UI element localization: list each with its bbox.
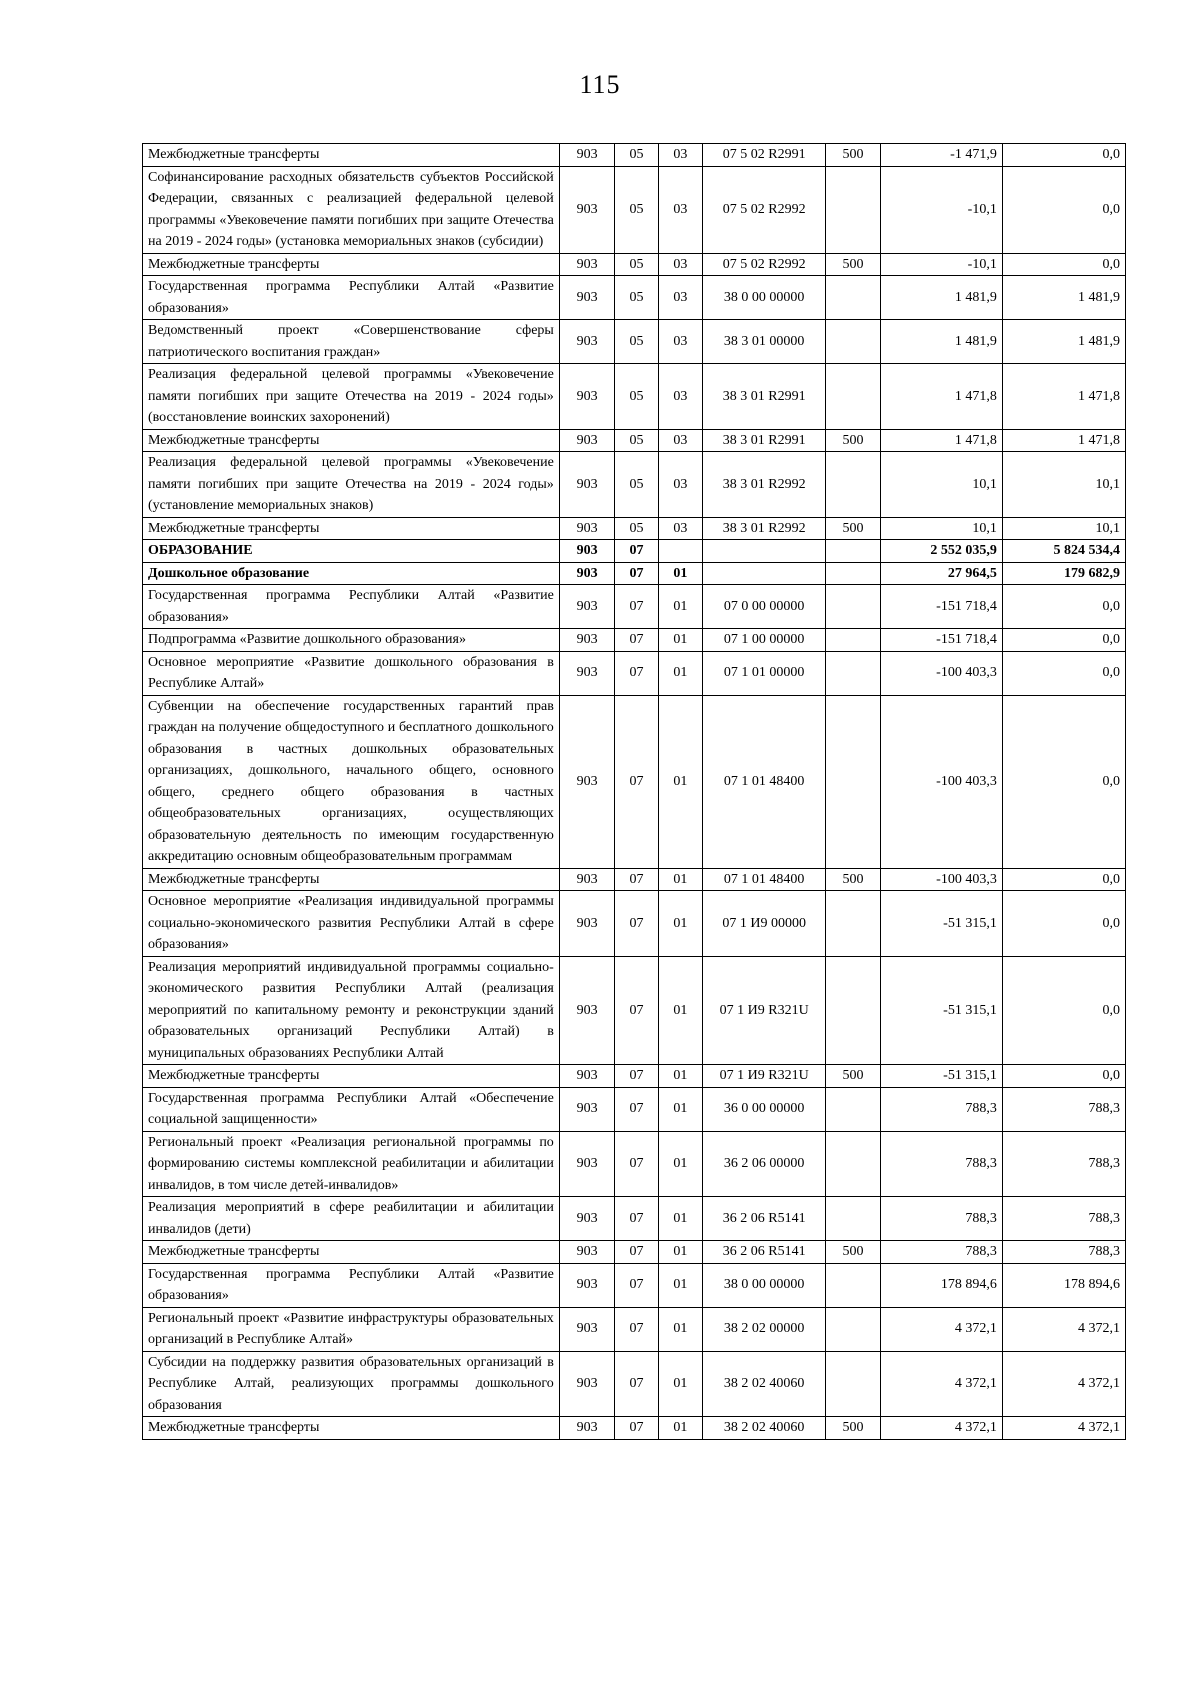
target-article-code: 38 3 01 R2992 [703,452,826,518]
section-code: 07 [615,1351,658,1417]
section-code: 07 [615,891,658,957]
grbs-code: 903 [559,364,615,430]
target-article-code: 38 3 01 R2991 [703,364,826,430]
amount-year-2: 10,1 [1002,452,1125,518]
target-article-code: 38 0 00 00000 [703,276,826,320]
amount-year-1: 27 964,5 [880,562,1002,585]
row-name: Софинансирование расходных обязательств субъектов Российской Федерации, связанных с реализацией федеральной целевой программы «Увековечение памяти погибших при защите Отечества на 2019 - 2024 годы» (установка мемориальных знаков (субсидии) [143,166,560,253]
target-article-code: 38 2 02 40060 [703,1417,826,1440]
subsection-code: 01 [658,1087,702,1131]
grbs-code: 903 [559,1351,615,1417]
grbs-code: 903 [559,585,615,629]
grbs-code: 903 [559,1065,615,1088]
amount-year-2: 1 481,9 [1002,276,1125,320]
row-name: Государственная программа Республики Алтай «Развитие образования» [143,276,560,320]
amount-year-2: 0,0 [1002,585,1125,629]
row-name: Реализация федеральной целевой программы «Увековечение памяти погибших при защите Отечества на 2019 - 2024 годы» (восстановление воинских захоронений) [143,364,560,430]
expense-type-code [826,651,880,695]
amount-year-2: 0,0 [1002,891,1125,957]
target-article-code: 07 1 01 00000 [703,651,826,695]
amount-year-1: 1 471,8 [880,429,1002,452]
grbs-code: 903 [559,868,615,891]
target-article-code: 36 2 06 R5141 [703,1197,826,1241]
row-name: Межбюджетные трансферты [143,517,560,540]
section-code: 07 [615,1417,658,1440]
grbs-code: 903 [559,891,615,957]
table-row [143,517,1126,540]
table-row [143,1197,1126,1241]
target-article-code: 07 5 02 R2992 [703,253,826,276]
expense-type-code: 500 [826,1241,880,1264]
subsection-code: 01 [658,1241,702,1264]
row-name: Основное мероприятие «Развитие дошкольного образования в Республике Алтай» [143,651,560,695]
table-row [143,452,1126,518]
section-code: 07 [615,1307,658,1351]
subsection-code: 01 [658,868,702,891]
amount-year-1: -151 718,4 [880,629,1002,652]
amount-year-1: 1 481,9 [880,320,1002,364]
table-row [143,320,1126,364]
grbs-code: 903 [559,1087,615,1131]
grbs-code: 903 [559,452,615,518]
amount-year-1: 1 481,9 [880,276,1002,320]
row-name: Государственная программа Республики Алтай «Развитие образования» [143,585,560,629]
amount-year-1: -51 315,1 [880,1065,1002,1088]
subsection-code: 01 [658,1351,702,1417]
table-row [143,891,1126,957]
amount-year-2: 4 372,1 [1002,1417,1125,1440]
amount-year-1: 1 471,8 [880,364,1002,430]
grbs-code: 903 [559,144,615,167]
target-article-code: 38 2 02 40060 [703,1351,826,1417]
expense-type-code [826,1351,880,1417]
expense-type-code: 500 [826,1065,880,1088]
target-article-code: 38 3 01 R2991 [703,429,826,452]
grbs-code: 903 [559,429,615,452]
expense-type-code: 500 [826,517,880,540]
expense-type-code [826,1087,880,1131]
grbs-code: 903 [559,1263,615,1307]
subsection-code: 01 [658,1417,702,1440]
amount-year-2: 0,0 [1002,695,1125,868]
grbs-code: 903 [559,253,615,276]
row-name: Региональный проект «Развитие инфраструктуры образовательных организаций в Республике Алтай» [143,1307,560,1351]
subsection-code: 01 [658,629,702,652]
subsection-code: 03 [658,364,702,430]
table-row [143,166,1126,253]
expense-type-code [826,452,880,518]
section-code: 05 [615,320,658,364]
table-row [143,253,1126,276]
target-article-code: 07 1 01 48400 [703,868,826,891]
amount-year-1: -10,1 [880,253,1002,276]
section-code: 05 [615,253,658,276]
subsection-code: 01 [658,585,702,629]
target-article-code: 07 1 И9 00000 [703,891,826,957]
table-row [143,1065,1126,1088]
amount-year-1: 10,1 [880,517,1002,540]
amount-year-1: 10,1 [880,452,1002,518]
table-row [143,1307,1126,1351]
subsection-code: 03 [658,166,702,253]
subsection-code: 01 [658,891,702,957]
expense-type-code: 500 [826,429,880,452]
expense-type-code [826,629,880,652]
target-article-code: 38 3 01 00000 [703,320,826,364]
amount-year-2: 179 682,9 [1002,562,1125,585]
section-code: 07 [615,1197,658,1241]
amount-year-1: 4 372,1 [880,1351,1002,1417]
expense-type-code [826,585,880,629]
table-row [143,651,1126,695]
row-name: ОБРАЗОВАНИЕ [143,540,560,563]
table-row [143,868,1126,891]
expense-type-code [826,1307,880,1351]
amount-year-1: 4 372,1 [880,1307,1002,1351]
amount-year-2: 1 471,8 [1002,429,1125,452]
row-name: Субвенции на обеспечение государственных гарантий прав граждан на получение общедоступного и бесплатного дошкольного образования в частных дошкольных образовательных организациях, дошкольного, начального общего, основного общего, среднего общего образования в частных общеобразовательных организациях, осуществляющих образовательную деятельность по имеющим государственную аккредитацию основным общеобразовательным программам [143,695,560,868]
table-row [143,1351,1126,1417]
expense-type-code [826,166,880,253]
subsection-code: 03 [658,429,702,452]
section-code: 07 [615,1241,658,1264]
row-name: Межбюджетные трансферты [143,868,560,891]
expense-type-code [826,562,880,585]
budget-table [142,143,1126,1440]
grbs-code: 903 [559,166,615,253]
amount-year-2: 0,0 [1002,629,1125,652]
table-row [143,1131,1126,1197]
target-article-code: 36 0 00 00000 [703,1087,826,1131]
expense-type-code [826,276,880,320]
expense-type-code [826,695,880,868]
amount-year-2: 788,3 [1002,1087,1125,1131]
amount-year-1: 2 552 035,9 [880,540,1002,563]
grbs-code: 903 [559,517,615,540]
grbs-code: 903 [559,1307,615,1351]
subsection-code: 01 [658,562,702,585]
row-name: Реализация федеральной целевой программы «Увековечение памяти погибших при защите Отечества на 2019 - 2024 годы» (установление мемориальных знаков) [143,452,560,518]
subsection-code: 01 [658,695,702,868]
expense-type-code [826,891,880,957]
expense-type-code [826,540,880,563]
amount-year-2: 0,0 [1002,166,1125,253]
amount-year-2: 0,0 [1002,651,1125,695]
expense-type-code [826,320,880,364]
section-code: 05 [615,452,658,518]
subsection-code: 01 [658,1065,702,1088]
section-code: 07 [615,868,658,891]
subsection-code: 03 [658,517,702,540]
section-code: 07 [615,1263,658,1307]
target-article-code: 07 1 И9 R321U [703,1065,826,1088]
section-code: 07 [615,695,658,868]
section-code: 05 [615,166,658,253]
amount-year-2: 1 471,8 [1002,364,1125,430]
row-name: Государственная программа Республики Алтай «Обеспечение социальной защищенности» [143,1087,560,1131]
amount-year-1: -100 403,3 [880,868,1002,891]
target-article-code: 36 2 06 R5141 [703,1241,826,1264]
row-name: Межбюджетные трансферты [143,1241,560,1264]
amount-year-2: 0,0 [1002,253,1125,276]
expense-type-code [826,1131,880,1197]
table-row [143,276,1126,320]
target-article-code [703,540,826,563]
grbs-code: 903 [559,1241,615,1264]
subsection-code: 01 [658,1307,702,1351]
target-article-code: 38 0 00 00000 [703,1263,826,1307]
expense-type-code: 500 [826,253,880,276]
amount-year-2: 788,3 [1002,1131,1125,1197]
table-row [143,629,1126,652]
row-name: Дошкольное образование [143,562,560,585]
row-name: Межбюджетные трансферты [143,1065,560,1088]
section-code: 07 [615,1131,658,1197]
section-code: 07 [615,651,658,695]
target-article-code: 07 1 И9 R321U [703,956,826,1065]
amount-year-2: 4 372,1 [1002,1307,1125,1351]
budget-table-body [143,144,1126,1440]
grbs-code: 903 [559,1131,615,1197]
grbs-code: 903 [559,1197,615,1241]
subsection-code [658,540,702,563]
target-article-code: 38 3 01 R2992 [703,517,826,540]
amount-year-1: 4 372,1 [880,1417,1002,1440]
row-name: Субсидии на поддержку развития образовательных организаций в Республике Алтай, реализующих программы дошкольного образования [143,1351,560,1417]
amount-year-1: -100 403,3 [880,651,1002,695]
amount-year-1: -51 315,1 [880,956,1002,1065]
row-name: Межбюджетные трансферты [143,144,560,167]
grbs-code: 903 [559,629,615,652]
target-article-code: 36 2 06 00000 [703,1131,826,1197]
row-name: Реализация мероприятий в сфере реабилитации и абилитации инвалидов (дети) [143,1197,560,1241]
table-row [143,956,1126,1065]
subsection-code: 01 [658,1263,702,1307]
amount-year-1: 788,3 [880,1197,1002,1241]
subsection-code: 03 [658,253,702,276]
expense-type-code [826,364,880,430]
subsection-code: 03 [658,320,702,364]
amount-year-2: 0,0 [1002,1065,1125,1088]
section-code: 07 [615,629,658,652]
table-row [143,1417,1126,1440]
table-row [143,429,1126,452]
expense-type-code: 500 [826,144,880,167]
section-code: 07 [615,562,658,585]
amount-year-1: 788,3 [880,1087,1002,1131]
amount-year-1: -10,1 [880,166,1002,253]
expense-type-code [826,956,880,1065]
amount-year-1: 178 894,6 [880,1263,1002,1307]
grbs-code: 903 [559,276,615,320]
grbs-code: 903 [559,562,615,585]
amount-year-1: -1 471,9 [880,144,1002,167]
amount-year-2: 0,0 [1002,956,1125,1065]
grbs-code: 903 [559,695,615,868]
row-name: Межбюджетные трансферты [143,1417,560,1440]
amount-year-1: 788,3 [880,1131,1002,1197]
amount-year-1: -151 718,4 [880,585,1002,629]
row-name: Межбюджетные трансферты [143,429,560,452]
grbs-code: 903 [559,540,615,563]
section-code: 07 [615,540,658,563]
subsection-code: 01 [658,1197,702,1241]
table-row [143,585,1126,629]
table-row [143,562,1126,585]
subsection-code: 01 [658,651,702,695]
table-row [143,695,1126,868]
section-code: 05 [615,364,658,430]
subsection-code: 01 [658,956,702,1065]
table-row [143,1087,1126,1131]
page-number: 115 [579,70,621,99]
section-code: 07 [615,956,658,1065]
target-article-code: 07 5 02 R2991 [703,144,826,167]
amount-year-2: 788,3 [1002,1197,1125,1241]
section-code: 05 [615,276,658,320]
row-name: Основное мероприятие «Реализация индивидуальной программы социально-экономического развития Республики Алтай в сфере образования» [143,891,560,957]
amount-year-1: -100 403,3 [880,695,1002,868]
amount-year-2: 10,1 [1002,517,1125,540]
section-code: 05 [615,429,658,452]
target-article-code: 07 1 01 48400 [703,695,826,868]
amount-year-2: 178 894,6 [1002,1263,1125,1307]
amount-year-2: 0,0 [1002,144,1125,167]
row-name: Подпрограмма «Развитие дошкольного образования» [143,629,560,652]
grbs-code: 903 [559,956,615,1065]
section-code: 05 [615,144,658,167]
target-article-code: 07 5 02 R2992 [703,166,826,253]
amount-year-2: 5 824 534,4 [1002,540,1125,563]
expense-type-code [826,1197,880,1241]
amount-year-2: 788,3 [1002,1241,1125,1264]
amount-year-1: -51 315,1 [880,891,1002,957]
amount-year-1: 788,3 [880,1241,1002,1264]
expense-type-code: 500 [826,868,880,891]
subsection-code: 03 [658,276,702,320]
row-name: Реализация мероприятий индивидуальной программы социально-экономического развития Республики Алтай (реализация мероприятий по капитальному ремонту и реконструкции зданий образовательных организаций Республики Алтай) в муниципальных образованиях Республики Алтай [143,956,560,1065]
target-article-code [703,562,826,585]
table-row [143,1263,1126,1307]
section-code: 05 [615,517,658,540]
grbs-code: 903 [559,1417,615,1440]
table-row [143,1241,1126,1264]
grbs-code: 903 [559,651,615,695]
section-code: 07 [615,585,658,629]
target-article-code: 07 0 00 00000 [703,585,826,629]
row-name: Региональный проект «Реализация региональной программы по формированию системы комплексной реабилитации и абилитации инвалидов, в том числе детей-инвалидов» [143,1131,560,1197]
subsection-code: 01 [658,1131,702,1197]
grbs-code: 903 [559,320,615,364]
row-name: Ведомственный проект «Совершенствование сферы патриотического воспитания граждан» [143,320,560,364]
section-code: 07 [615,1087,658,1131]
row-name: Государственная программа Республики Алтай «Развитие образования» [143,1263,560,1307]
section-code: 07 [615,1065,658,1088]
table-row [143,540,1126,563]
expense-type-code: 500 [826,1417,880,1440]
target-article-code: 07 1 00 00000 [703,629,826,652]
subsection-code: 03 [658,144,702,167]
amount-year-2: 0,0 [1002,868,1125,891]
amount-year-2: 4 372,1 [1002,1351,1125,1417]
expense-type-code [826,1263,880,1307]
row-name: Межбюджетные трансферты [143,253,560,276]
table-row [143,144,1126,167]
target-article-code: 38 2 02 00000 [703,1307,826,1351]
table-row [143,364,1126,430]
amount-year-2: 1 481,9 [1002,320,1125,364]
subsection-code: 03 [658,452,702,518]
